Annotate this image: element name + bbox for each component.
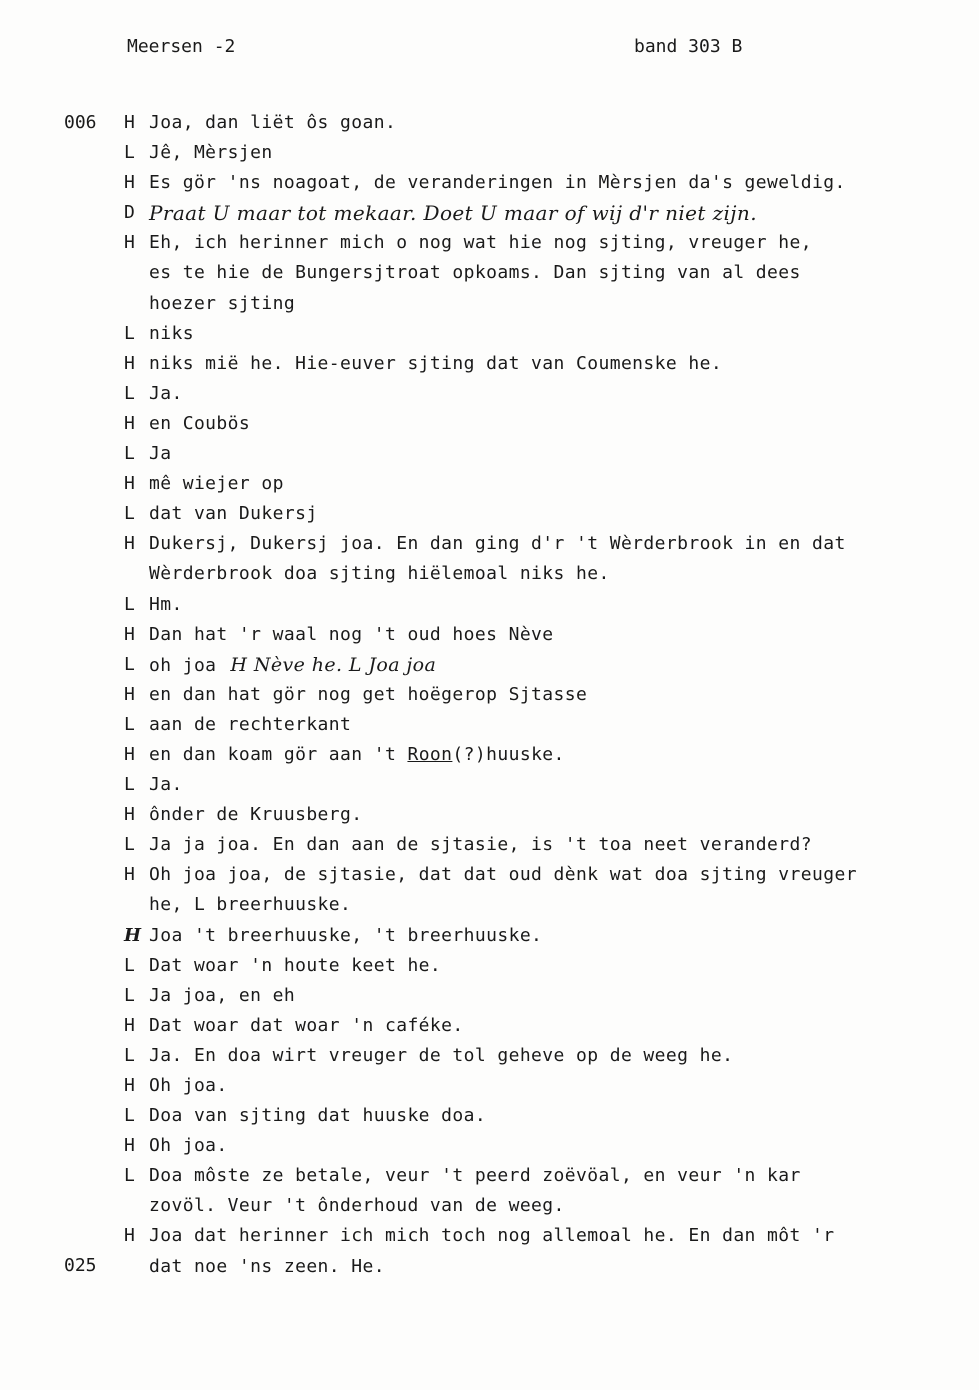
- speaker-label: H: [124, 1225, 135, 1247]
- transcript-line: [0, 890, 979, 920]
- utterance-text: [149, 951, 441, 981]
- transcript-line: [0, 1101, 979, 1131]
- speaker-label: H: [124, 1135, 135, 1157]
- utterance-content: Dat woar dat woar 'n caféke.: [149, 1014, 464, 1036]
- utterance-text: [149, 138, 273, 168]
- speaker-label: H: [124, 924, 142, 946]
- transcript-line: [0, 1191, 979, 1221]
- transcript-line: [0, 289, 979, 319]
- utterance-text: [149, 740, 565, 770]
- utterance-content: en dan hat gör nog get hoëgerop Sjtasse: [149, 683, 588, 705]
- transcript-line: [0, 559, 979, 589]
- transcript-line: [0, 710, 979, 740]
- transcript-line: [0, 349, 979, 379]
- transcript-line: [0, 800, 979, 830]
- utterance-text: [149, 349, 722, 379]
- utterance-text: [149, 620, 554, 650]
- transcript-line: [0, 1011, 979, 1041]
- utterance-text: [149, 680, 587, 710]
- handwritten-remark: [149, 198, 757, 228]
- utterance-content: Oh joa.: [149, 1135, 228, 1157]
- utterance-text: [149, 981, 295, 1011]
- end-counter: 025: [64, 1255, 97, 1276]
- utterance-content: Doa môste ze betale, veur 't peerd zoëvöal, en veur 'n kar: [149, 1165, 801, 1187]
- utterance-content: Doa van sjting dat huuske doa.: [149, 1105, 487, 1127]
- utterance-content: dat noe 'ns zeen. He.: [149, 1255, 385, 1277]
- transcript-line: [0, 228, 979, 258]
- transcript-line: [0, 921, 979, 951]
- utterance-text: [149, 499, 318, 529]
- utterance-content: Dukersj, Dukersj joa. En dan ging d'r 't Wèrderbrook in en dat: [149, 533, 846, 555]
- transcript-line: [0, 439, 979, 469]
- transcript-line: [0, 830, 979, 860]
- handwritten-addition: H Nève he. L Joa joa: [230, 653, 437, 676]
- transcript-line: [0, 860, 979, 890]
- utterance-text: [149, 1041, 733, 1071]
- speaker-label: D: [124, 202, 135, 224]
- speaker-label: H: [124, 473, 135, 495]
- utterance-content: Joa, dan liët ôs goan.: [149, 112, 397, 133]
- tape-label: band 303 B: [634, 36, 743, 57]
- utterance-text: [149, 529, 846, 559]
- transcript-line: [0, 951, 979, 981]
- utterance-content: aan de rechterkant: [149, 713, 352, 735]
- utterance-content: en Coubös: [149, 412, 251, 434]
- speaker-label: H: [124, 743, 135, 765]
- utterance-text-part: (?)huuske.: [452, 743, 565, 765]
- utterance-content: niks mië he. Hie-euver sjting dat van Coumenske he.: [149, 352, 723, 374]
- utterance-content: Hm.: [149, 593, 183, 615]
- utterance-text: [149, 890, 351, 920]
- page-header: [0, 36, 979, 66]
- utterance-text: [149, 1101, 486, 1131]
- utterance-content: Ja.: [149, 774, 183, 796]
- utterance-text: [149, 439, 171, 469]
- speaker-label: H: [124, 412, 135, 434]
- speaker-label: H: [124, 172, 135, 194]
- transcript-line: [0, 740, 979, 770]
- speaker-label: H: [124, 232, 135, 254]
- transcript-line: [0, 529, 979, 559]
- utterance-content: Oh joa.: [149, 1075, 228, 1096]
- utterance-text: [149, 830, 812, 860]
- transcript-line: [0, 620, 979, 650]
- utterance-text: [149, 168, 846, 198]
- transcript-line: [0, 168, 979, 198]
- utterance-content: es te hie de Bungersjtroat opkoams. Dan sjting van al dees: [149, 262, 801, 284]
- utterance-content: Ja.: [149, 382, 183, 404]
- speaker-label: L: [124, 142, 135, 164]
- utterance-text: [149, 409, 250, 439]
- transcript-line: [0, 680, 979, 710]
- utterance-content: Praat U maar tot mekaar. Doet U maar of wij d'r niet zijn.: [149, 201, 757, 226]
- utterance-text: [149, 921, 542, 951]
- utterance-text: [149, 860, 857, 890]
- speaker-label: H: [124, 352, 135, 374]
- utterance-content: Joa dat herinner ich mich toch nog allemoal he. En dan môt 'r: [149, 1225, 835, 1247]
- speaker-label: L: [124, 774, 135, 796]
- transcript-line: [0, 1071, 979, 1101]
- utterance-content: niks: [149, 322, 194, 344]
- utterance-content: dat van Dukersj: [149, 503, 318, 525]
- transcript-line: [0, 650, 979, 680]
- utterance-text: [149, 108, 396, 138]
- transcript-line: [0, 1221, 979, 1251]
- utterance-text: [149, 1071, 228, 1101]
- transcript-line: [0, 1041, 979, 1071]
- transcript-line: [0, 499, 979, 529]
- transcript-line: [0, 1131, 979, 1161]
- utterance-text: [149, 319, 194, 349]
- transcript-line: [0, 108, 979, 138]
- speaker-label: L: [124, 1165, 135, 1187]
- speaker-label: L: [124, 322, 135, 344]
- speaker-label: H: [124, 804, 135, 826]
- transcript-line: [0, 590, 979, 620]
- utterance-text: [149, 800, 363, 830]
- utterance-content: Ja joa, en eh: [149, 984, 296, 1006]
- transcript-line: [0, 1161, 979, 1191]
- utterance-content: Joa 't breerhuuske, 't breerhuuske.: [149, 924, 543, 946]
- speaker-label: H: [124, 683, 135, 705]
- utterance-text-part: en dan koam gör aan 't: [149, 743, 408, 765]
- speaker-label: L: [124, 954, 135, 976]
- transcript-line: [0, 138, 979, 168]
- utterance-text: [149, 1131, 228, 1161]
- speaker-label: L: [124, 713, 135, 735]
- speaker-label: L: [124, 443, 135, 465]
- utterance-text: [149, 710, 351, 740]
- utterance-content: oh joa: [149, 654, 217, 676]
- utterance-content: Dat woar 'n houte keet he.: [149, 954, 442, 976]
- speaker-label: L: [124, 1044, 135, 1066]
- utterance-content: Dan hat 'r waal nog 't oud hoes Nève: [149, 623, 554, 645]
- utterance-text: [149, 469, 284, 499]
- speaker-label: H: [124, 1014, 135, 1036]
- speaker-label: H: [124, 533, 135, 555]
- utterance-text: [149, 1011, 464, 1041]
- speaker-label: H: [124, 864, 135, 886]
- transcript-line: [0, 469, 979, 499]
- utterance-text: [149, 1221, 834, 1251]
- speaker-label: L: [124, 1105, 135, 1127]
- utterance-content: Es gör 'ns noagoat, de veranderingen in Mèrsjen da's geweldig.: [149, 172, 846, 194]
- utterance-content: Eh, ich herinner mich o nog wat hie nog sjting, vreuger he,: [149, 232, 812, 254]
- transcript-line: [0, 258, 979, 288]
- transcript-body: [0, 108, 979, 1282]
- utterance-content: Oh joa joa, de sjtasie, dat dat oud dènk wat doa sjting vreuger: [149, 864, 857, 886]
- utterance-text: [149, 650, 436, 681]
- transcript-line: [0, 981, 979, 1011]
- utterance-text: [149, 590, 183, 620]
- speaker-label: L: [124, 503, 135, 525]
- start-counter: 006: [64, 112, 97, 133]
- transcript-line: [0, 770, 979, 800]
- utterance-text: [149, 228, 812, 258]
- speaker-label: L: [124, 593, 135, 615]
- speaker-label: L: [124, 834, 135, 856]
- utterance-text: [149, 258, 801, 288]
- utterance-text: [149, 1161, 801, 1191]
- utterance-content: Ja. En doa wirt vreuger de tol geheve op de weeg he.: [149, 1044, 734, 1066]
- utterance-content: zovöl. Veur 't ônderhoud van de weeg.: [149, 1195, 565, 1217]
- speaker-label: H: [124, 112, 135, 133]
- utterance-content: Jê, Mèrsjen: [149, 142, 273, 164]
- utterance-text: [149, 1191, 565, 1221]
- utterance-text: [149, 770, 183, 800]
- transcript-line: [0, 319, 979, 349]
- utterance-text: [149, 289, 295, 319]
- utterance-content: Ja ja joa. En dan aan de sjtasie, is 't toa neet veranderd?: [149, 834, 812, 856]
- utterance-content: hoezer sjting: [149, 292, 296, 314]
- transcript-line: [0, 409, 979, 439]
- transcript-line: [0, 198, 979, 228]
- utterance-text: [149, 559, 610, 589]
- utterance-text: [149, 379, 183, 409]
- speaker-label: L: [124, 382, 135, 404]
- transcript-line: [0, 379, 979, 409]
- speaker-label: L: [124, 984, 135, 1006]
- utterance-content: Ja: [149, 443, 172, 465]
- transcript-line: [0, 1252, 979, 1282]
- underlined-word: Roon: [407, 743, 453, 765]
- utterance-content: ônder de Kruusberg.: [149, 804, 363, 826]
- speaker-label: H: [124, 1075, 135, 1096]
- utterance-content: he, L breerhuuske.: [149, 894, 352, 916]
- utterance-content: mê wiejer op: [149, 473, 284, 495]
- utterance-text: [149, 1252, 385, 1282]
- utterance-content: Wèrderbrook doa sjting hiëlemoal niks he.: [149, 563, 610, 585]
- speaker-label: H: [124, 623, 135, 645]
- speaker-label: L: [124, 653, 135, 675]
- location-label: Meersen -2: [127, 36, 236, 57]
